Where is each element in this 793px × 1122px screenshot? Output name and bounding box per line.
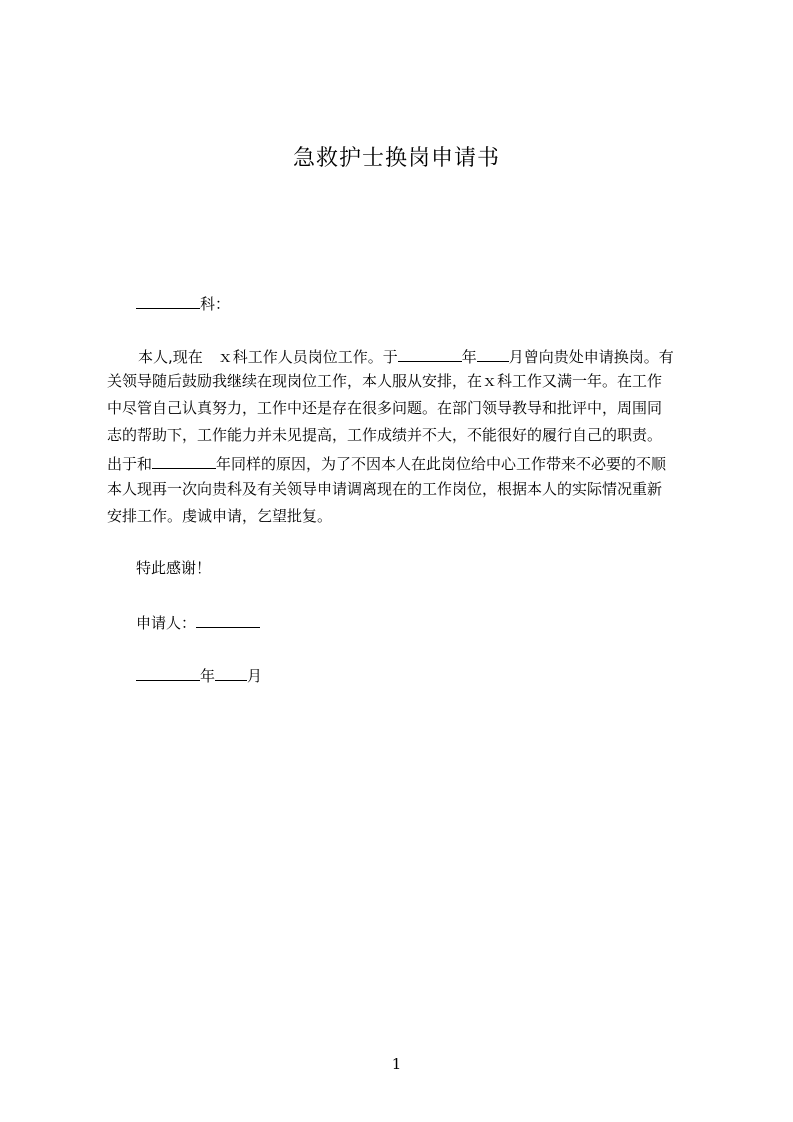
- blank-department: [136, 292, 200, 309]
- body-line-5-text-b: 年同样的原因，为了不因本人在此岗位给中心工作带来不必要的不顺: [216, 455, 667, 473]
- date-line: [136, 664, 262, 686]
- page-number: 1: [391, 1055, 402, 1073]
- body-line-4: 志的帮助下，工作能力并未见提高，工作成绩并不大，不能很好的履行自己的职责。: [107, 426, 663, 444]
- body-line-1-text-c: 月曾向贵处申请换岗。有: [508, 348, 674, 366]
- salutation-suffix: 科：: [200, 295, 231, 313]
- date-month-label: 月: [247, 667, 263, 685]
- applicant-label: 申请人：: [136, 614, 197, 632]
- body-line-2: 关领导随后鼓励我继续在现岗位工作，本人服从安排，在ｘ科工作又满一年。在工作: [107, 372, 663, 390]
- body-line-5: [107, 452, 666, 474]
- salutation: [136, 292, 230, 314]
- body-line-1-text-a: 本人,现在 ｘ科工作人员岗位工作。于: [138, 348, 398, 366]
- blank-date-month: [215, 664, 247, 681]
- body-line-7: 安排工作。虔诚申请，乞望批复。: [107, 507, 333, 525]
- body-line-6: 本人现再一次向贵科及有关领导申请调离现在的工作岗位，根据本人的实际情况重新: [107, 480, 663, 498]
- blank-date-year: [136, 664, 200, 681]
- body-line-1-text-b: 年: [461, 348, 477, 366]
- blank-year: [398, 345, 462, 362]
- body-line-5-text-a: 出于和: [107, 455, 153, 473]
- blank-applicant: [196, 611, 260, 628]
- blank-year-2: [152, 452, 216, 469]
- applicant-line: [136, 611, 260, 633]
- body-line-3: 中尽管自己认真努力，工作中还是存在很多问题。在部门领导教导和批评中，周围同: [107, 399, 663, 417]
- document-title: 急救护士换岗申请书: [292, 146, 500, 171]
- body-line-1: [138, 345, 674, 367]
- thanks-line: 特此感谢！: [136, 559, 212, 577]
- blank-month: [477, 345, 509, 362]
- date-year-label: 年: [200, 667, 216, 685]
